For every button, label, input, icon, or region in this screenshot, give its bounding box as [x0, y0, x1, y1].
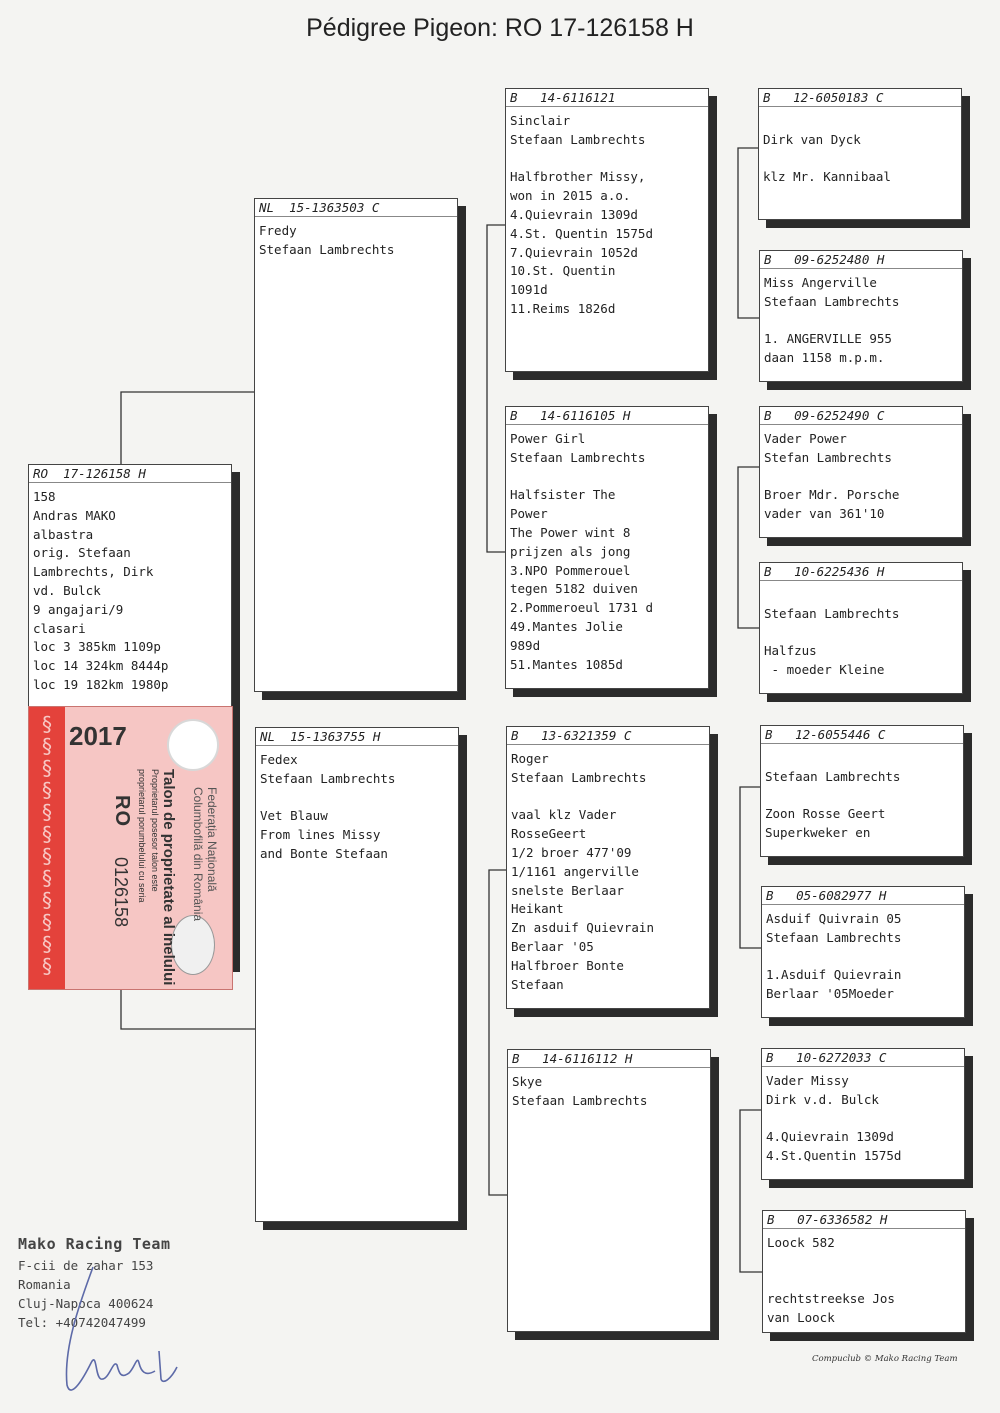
info-line: Fedex	[260, 752, 298, 767]
info-line: Miss Angerville	[764, 275, 877, 290]
page-title: Pédigree Pigeon: RO 17-126158 H	[306, 14, 694, 42]
sticker-subtitle1: Proprietarul posesor talon este	[150, 769, 160, 892]
info-line: Stefaan Lambrechts	[766, 929, 902, 945]
federation-seal-icon	[171, 915, 215, 975]
info-line: Zoon Rosse Geert	[765, 806, 886, 822]
info-line: 49.Mantes Jolie	[510, 618, 623, 634]
info-line: Stefaan Lambrechts	[511, 769, 647, 785]
pedigree-box-ssd	[759, 250, 963, 382]
footer-credit: Compuclub © Mako Racing Team	[812, 1354, 958, 1364]
pedigree-box-ddd	[762, 1210, 966, 1333]
ring-number: B 14-6116112 H	[508, 1050, 710, 1068]
pedigree-box-sds	[759, 406, 963, 538]
info-line: Roger	[511, 751, 549, 766]
pedigree-box-dss	[760, 725, 964, 857]
info-line	[764, 468, 958, 487]
info-line: Stefan Lambrechts	[764, 449, 892, 465]
pedigree-box-sire	[254, 198, 458, 692]
sticker-org-line1: Federația Națională	[205, 787, 219, 892]
connector-dam	[489, 870, 507, 1195]
info-line: Vader Missy	[766, 1073, 849, 1088]
info-line: and Bonte Stefaan	[260, 845, 388, 861]
pedigree-box-sss	[758, 88, 962, 220]
info-line: Stefaan Lambrechts	[510, 449, 646, 465]
ring-number: B 13-6321359 C	[507, 727, 709, 745]
pedigree-box-dam-sire	[506, 726, 710, 1009]
info-line: Broer Mdr. Porsche	[764, 487, 900, 503]
connector-ss	[738, 148, 760, 318]
ring-number: B 05-6082977 H	[762, 887, 964, 905]
info-line: 4.Quievrain 1309d	[510, 206, 638, 222]
info-line	[510, 468, 704, 487]
pedigree-box-sire-sire	[505, 88, 709, 372]
info-line	[764, 312, 958, 331]
info-line: Stefaan Lambrechts	[764, 605, 900, 621]
info-line: loc 14 324km 8444p	[33, 658, 169, 674]
info-line: Loock 582	[767, 1235, 835, 1250]
info-line	[764, 624, 958, 643]
ring-number: B 07-6336582 H	[763, 1211, 965, 1229]
info-line: Sinclair	[510, 113, 571, 128]
info-line: Dirk van Dyck	[763, 131, 861, 147]
pedigree-box-dam-dam	[507, 1049, 711, 1332]
info-line: 9 angajari/9	[33, 601, 124, 617]
info-line: 51.Mantes 1085d	[510, 656, 623, 672]
sticker-ring-number: 0126158	[111, 857, 131, 928]
ring-number: NL 15-1363503 C	[255, 199, 457, 217]
info-line: Stefaan Lambrechts	[510, 131, 646, 147]
info-line	[765, 787, 959, 806]
connector-ds	[740, 787, 762, 948]
wave-pattern-icon: § § § § § § § § § § § §	[42, 712, 52, 978]
owner-address-line: Cluj-Napoca 400624	[18, 1296, 154, 1311]
info-line: snelste Berlaar	[511, 882, 624, 898]
info-line: loc 19 182km 1980p	[33, 676, 169, 692]
info-line: 11.Reims 1826d	[510, 300, 616, 316]
info-line: Zn asduif Quievrain	[511, 920, 654, 936]
info-line: vd. Bulck	[33, 582, 101, 598]
info-line: RosseGeert	[511, 826, 587, 842]
owner-address-line: Tel: +40742047499	[18, 1315, 146, 1330]
info-line: Stefaan Lambrechts	[259, 241, 395, 257]
ring-certificate-sticker	[28, 706, 233, 990]
info-line: Vet Blauw	[260, 808, 328, 824]
info-line	[764, 586, 958, 605]
info-line	[511, 788, 705, 807]
pedigree-box-dam	[255, 727, 459, 1222]
info-line: 7.Quievrain 1052d	[510, 244, 638, 260]
sticker-title: Talon de proprietate al inelului	[160, 769, 177, 986]
sticker-year: 2017	[69, 721, 127, 751]
info-line	[763, 112, 957, 131]
info-line: prijzen als jong	[510, 543, 631, 559]
pedigree-box-dds	[761, 1048, 965, 1180]
info-line	[260, 789, 454, 808]
info-line: clasari	[33, 620, 86, 636]
info-line: klz Mr. Kannibaal	[763, 169, 891, 185]
info-line: Dirk v.d. Bulck	[766, 1091, 879, 1107]
info-line: Halfzus	[764, 643, 817, 659]
info-line	[765, 749, 959, 768]
ring-number: B 09-6252490 C	[760, 407, 962, 425]
ring-number: B 10-6225436 H	[760, 563, 962, 581]
info-line: 1. ANGERVILLE 955	[764, 331, 892, 347]
info-line: 4.St. Quentin 1575d	[510, 225, 653, 241]
info-line: rechtstreekse Jos	[767, 1291, 895, 1307]
info-line	[767, 1272, 961, 1291]
info-line: 2.Pommeroeul 1731 d	[510, 600, 653, 616]
info-line: 158	[33, 489, 56, 504]
pedigree-box-sdd	[759, 562, 963, 694]
pedigree-box-dsd	[761, 886, 965, 1018]
info-line: Power Girl	[510, 431, 586, 446]
info-line: Halfbrother Missy,	[510, 169, 646, 185]
info-line	[763, 150, 957, 169]
info-line: Lambrechts, Dirk	[33, 564, 154, 580]
sticker-org-line2: Columbofilă din România	[191, 787, 205, 922]
info-line: Stefaan Lambrechts	[260, 770, 396, 786]
info-line: Vader Power	[764, 431, 847, 446]
info-line: Skye	[512, 1074, 543, 1089]
info-line: Halfbroer Bonte	[511, 957, 624, 973]
info-line: Berlaar '05Moeder	[766, 986, 894, 1002]
connector-sire	[487, 225, 505, 552]
info-line: orig. Stefaan	[33, 545, 131, 561]
info-line: Fredy	[259, 223, 297, 238]
info-line: tegen 5182 duiven	[510, 581, 638, 597]
info-line: 1091d	[510, 282, 548, 298]
ring-number: B 14-6116121	[506, 89, 708, 107]
owner-address-line: Romania	[18, 1277, 71, 1292]
ring-number: B 12-6055446 C	[761, 726, 963, 744]
info-line: won in 2015 a.o.	[510, 188, 631, 204]
connector-sd	[738, 467, 760, 628]
ring-number: B 10-6272033 C	[762, 1049, 964, 1067]
info-line: vaal klz Vader	[511, 807, 617, 823]
info-line: vader van 361'10	[764, 506, 885, 522]
info-line: daan 1158 m.p.m.	[764, 350, 885, 366]
sticker-ring-prefix: RO	[111, 795, 133, 827]
ring-number: RO 17-126158 H	[29, 465, 231, 483]
info-line: Power	[510, 506, 548, 522]
handwritten-signature	[55, 1255, 195, 1405]
info-line: Superkweker en	[765, 825, 871, 841]
info-line: 989d	[510, 637, 541, 653]
info-line: Stefaan Lambrechts	[512, 1092, 648, 1108]
info-line: 10.St. Quentin	[510, 263, 616, 279]
ring-number: B 09-6252480 H	[760, 251, 962, 269]
info-line	[766, 948, 960, 967]
info-line: 1/1161 angerville	[511, 863, 639, 879]
info-line: Stefaan	[511, 976, 564, 992]
info-line: van Loock	[767, 1310, 835, 1326]
info-line: Stefaan Lambrechts	[764, 293, 900, 309]
info-line: Halfsister The	[510, 487, 616, 503]
connector-dd	[740, 1110, 762, 1272]
info-line	[510, 150, 704, 169]
info-line: Asduif Quivrain 05	[766, 911, 902, 926]
owner-address-line: F-cii de zahar 153	[18, 1258, 154, 1273]
info-line: 3.NPO Pommerouel	[510, 562, 631, 578]
sticker-subtitle2: proprietarul porumbelului cu seria	[137, 769, 147, 903]
info-line: 1.Asduif Quievrain	[766, 967, 902, 983]
info-line	[766, 1110, 960, 1129]
info-line: From lines Missy	[260, 827, 381, 843]
info-line: 4.St.Quentin 1575d	[766, 1148, 902, 1164]
info-line: 4.Quievrain 1309d	[766, 1129, 894, 1145]
info-line: albastra	[33, 526, 94, 542]
info-line: The Power wint 8	[510, 524, 631, 540]
ring-number: B 12-6050183 C	[759, 89, 961, 107]
info-line: Andras MAKO	[33, 507, 116, 523]
info-line: Heikant	[511, 901, 564, 917]
info-line: loc 3 385km 1109p	[33, 639, 161, 655]
info-line: Stefaan Lambrechts	[765, 768, 901, 784]
info-line: Berlaar '05	[511, 938, 594, 954]
info-line	[767, 1253, 961, 1272]
ring-number: NL 15-1363755 H	[256, 728, 458, 746]
info-line: 1/2 broer 477'09	[511, 844, 632, 860]
owner-name: Mako Racing Team	[18, 1235, 171, 1253]
pedigree-box-sire-dam	[505, 406, 709, 689]
federation-emblem-icon	[167, 719, 219, 771]
info-line: - moeder Kleine	[764, 662, 885, 678]
ring-number: B 14-6116105 H	[506, 407, 708, 425]
